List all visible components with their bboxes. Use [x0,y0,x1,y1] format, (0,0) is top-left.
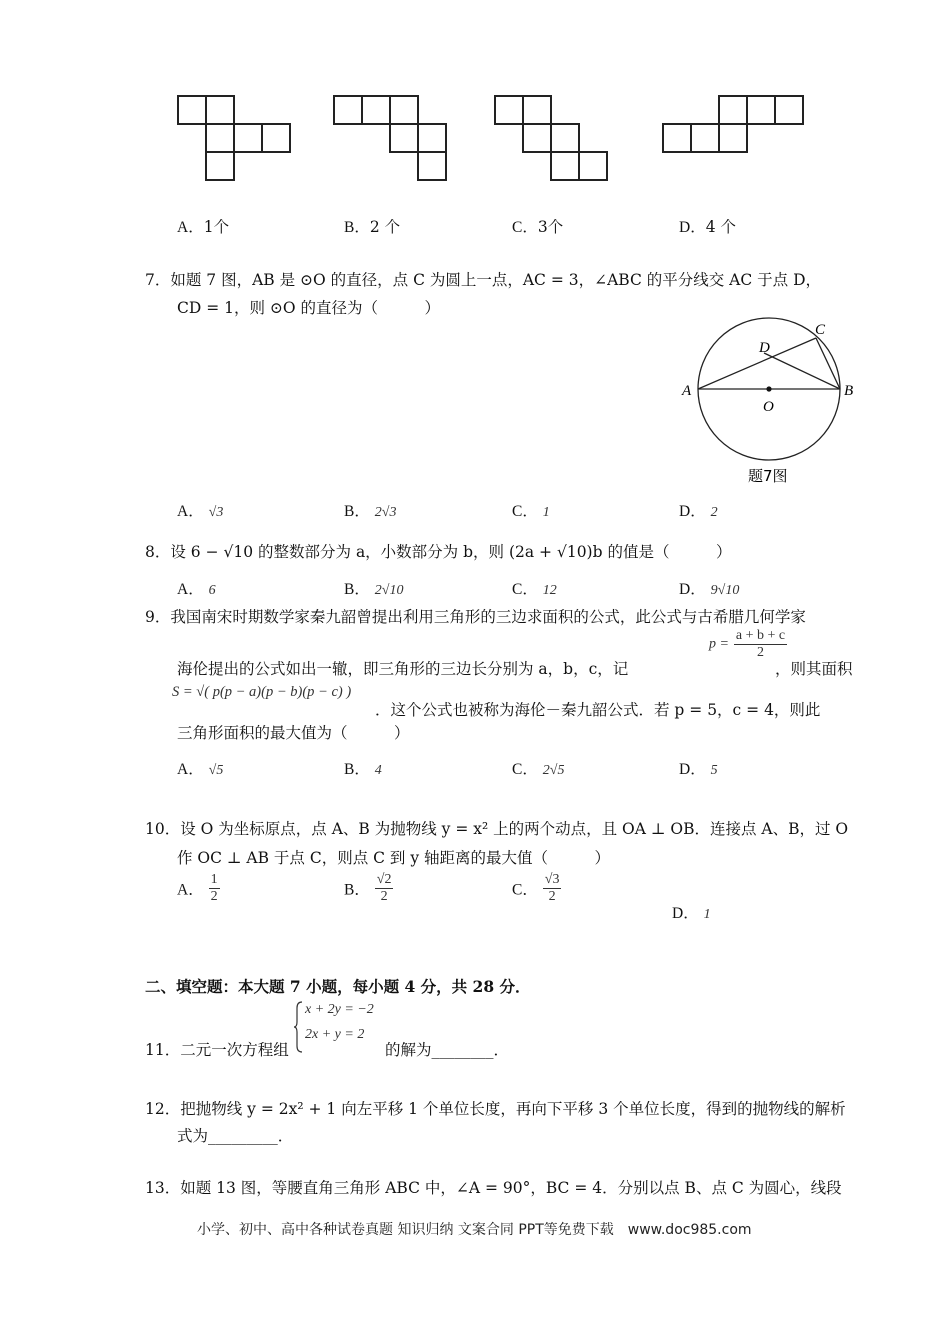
q10-option-a: A． $\frac{1}{2}$ [177,872,218,904]
q7-option-d: D． 2 [679,503,718,520]
q6-option-a: A．1个 [177,218,230,236]
q6-net-figures [0,0,950,200]
q9-option-d: D． 5 [679,761,718,778]
q9-line-1: 9．我国南宋时期数学家秦九韶曾提出利用三角形的三边求面积的公式，此公式与古希腊几何学家 [145,608,806,626]
q12-line-1: 12．把抛物线 y = 2x² + 1 向左平移 1 个单位长度，再向下平移 3 个单位长度，得到的抛物线的解析 [145,1100,846,1118]
q11-suffix: 的解为________． [385,1041,510,1059]
page-footer: 小学、初中、高中各种试卷真题 知识归纳 文案合同 PPT等免费下载 www.doc985.com [197,1222,752,1238]
q7-line-2: CD = 1，则 ⊙O 的直径为（ ） [177,299,441,317]
q8-option-b: B． 2√10 [344,581,404,598]
q7-option-a: A． √3 [177,503,224,520]
q11-equation-1: x + 2y = −2 [305,1002,374,1017]
q10-line-1: 10．设 O 为坐标原点，点 A、B 为抛物线 y = x² 上的两个动点，且 OA ⊥ OB．连接点 A、B，过 O [145,820,849,838]
q9-option-a: A． √5 [177,761,224,778]
q11-brace [294,1000,304,1054]
net-figure-1 [178,96,290,180]
q9-line-2a: 海伦提出的公式如出一辙，即三角形的三边长分别为 a，b，c，记 [177,660,629,678]
section-2-heading: 二、填空题：本大题 7 小题，每小题 4 分，共 28 分． [145,977,531,996]
q6-option-b: B．2 个 [344,218,401,236]
q7-line-1: 7．如题 7 图，AB 是 ⊙O 的直径，点 C 为圆上一点，AC = 3，∠ABC 的平分线交 AC 于点 D， [145,271,822,289]
q11-equation-2: 2x + y = 2 [305,1027,365,1042]
q7-option-c: C． 1 [512,503,550,520]
point-b-label: B [844,383,854,399]
q9-line-2b: ，则其面积 [775,660,853,678]
figure-caption: 题7图 [748,467,788,485]
point-d-label: D [759,340,770,356]
point-c-label: C [815,322,826,338]
q8-option-c: C． 12 [512,581,557,598]
q9-line-3: ．这个公式也被称为海伦－秦九韶公式．若 p = 5，c = 4，则此 [375,701,821,719]
point-o-label: O [763,399,774,415]
q10-option-d: D． 1 [672,905,711,922]
net-figure-4 [663,96,803,152]
point-a-label: A [682,383,692,399]
q8-option-d: D． 9√10 [679,581,740,598]
net-figure-3 [495,96,607,180]
q12-line-2: 式为_________． [177,1127,294,1145]
q10-option-b: B． $\frac{√2}{2}$ [344,872,392,904]
q6-option-d: D．4 个 [679,218,736,236]
q9-option-b: B． 4 [344,761,382,778]
q8-line-1: 8．设 6 − √10 的整数部分为 a，小数部分为 b，则 (2a + √10)b 的值是（ ） [145,543,732,561]
q11-prefix: 11．二元一次方程组 [145,1041,289,1059]
q7-option-b: B． 2√3 [344,503,397,520]
q8-option-a: A． 6 [177,581,216,598]
q6-option-c: C．3个 [512,218,564,236]
q10-option-c: C． $\frac{√3}{2}$ [512,872,560,904]
q10-line-2: 作 OC ⊥ AB 于点 C，则点 C 到 y 轴距离的最大值（ ） [177,849,611,867]
q7-circle-figure [670,315,870,490]
net-figure-2 [334,96,446,180]
q13-line-1: 13．如题 13 图，等腰直角三角形 ABC 中，∠A = 90°，BC = 4．分别以点 B、点 C 为圆心，线段 [145,1179,842,1197]
q9-heron-formula: S = √( p(p − a)(p − b)(p − c) ) [172,684,352,700]
q9-line-4: 三角形面积的最大值为（ ） [177,724,410,742]
q9-option-c: C． 2√5 [512,761,565,778]
q9-p-formula: p = $\frac{a + b + c}{2}$ [709,628,786,660]
